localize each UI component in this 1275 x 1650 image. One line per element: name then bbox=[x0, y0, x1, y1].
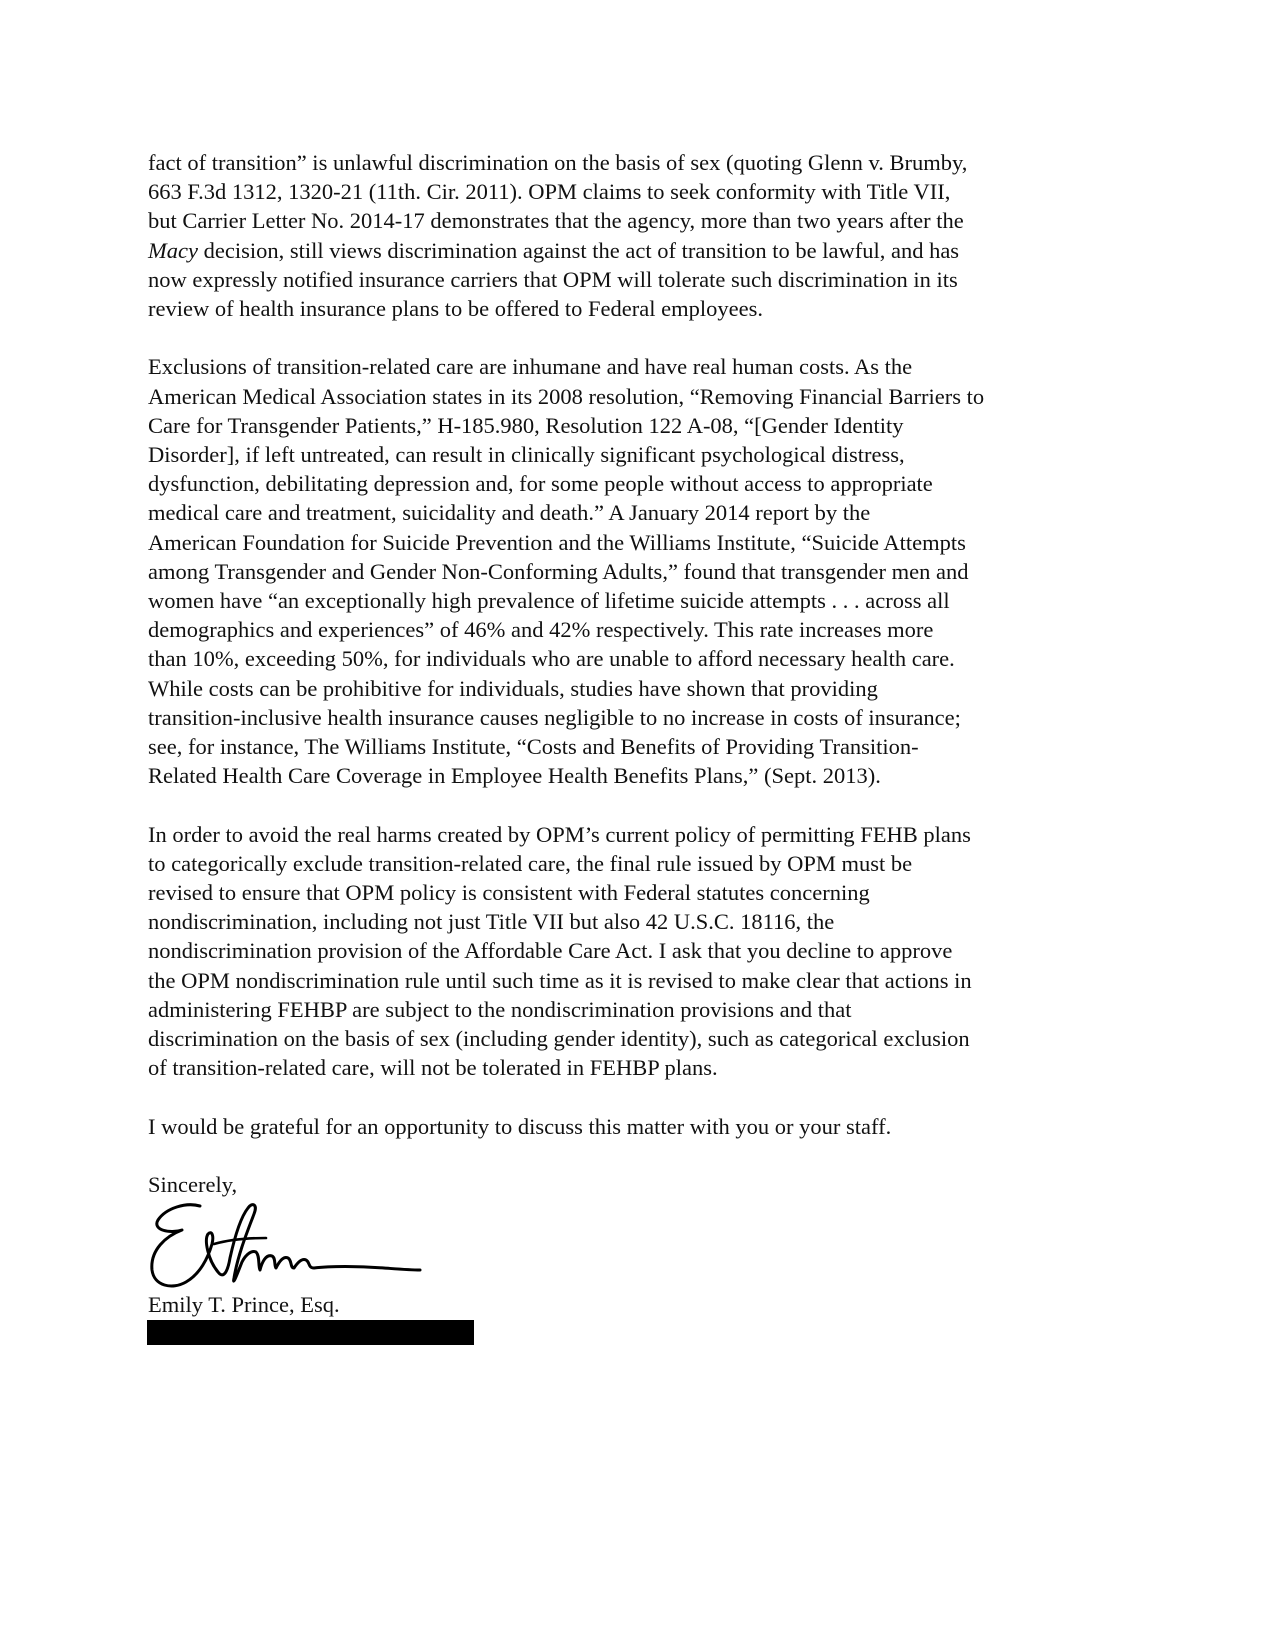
text-line: In order to avoid the real harms created by OPM’s current policy of permitting FEHB plans bbox=[148, 821, 971, 847]
text-line: review of health insurance plans to be offered to Federal employees. bbox=[148, 296, 763, 322]
paragraph-human-costs bbox=[148, 352, 1138, 790]
letter-body bbox=[148, 148, 1138, 1199]
text-line: American Medical Association states in its 2008 resolution, “Removing Financial Barriers to bbox=[148, 383, 985, 409]
paragraph-title-vii bbox=[148, 148, 1138, 323]
text-line: 663 F.3d 1312, 1320-21 (11th. Cir. 2011). OPM claims to seek conformity with Title VII, bbox=[148, 179, 951, 205]
text-line: the OPM nondiscrimination rule until such time as it is revised to make clear that actions in bbox=[148, 967, 972, 993]
text-line: but Carrier Letter No. 2014-17 demonstrates that the agency, more than two years after the bbox=[148, 208, 964, 234]
text-line: among Transgender and Gender Non-Conforming Adults,” found that transgender men and bbox=[148, 558, 969, 584]
closing-salutation bbox=[148, 1170, 1138, 1199]
text-line: Related Health Care Coverage in Employee Health Benefits Plans,” (Sept. 2013). bbox=[148, 763, 881, 789]
handwritten-signature bbox=[148, 1200, 428, 1292]
text-line: Disorder], if left untreated, can result in clinically significant psychological distress, bbox=[148, 442, 905, 468]
text-line: than 10%, exceeding 50%, for individuals who are unable to afford necessary health care. bbox=[148, 646, 955, 672]
text-line: While costs can be prohibitive for individuals, studies have shown that providing bbox=[148, 675, 878, 701]
text-line: nondiscrimination provision of the Affordable Care Act. I ask that you decline to approve bbox=[148, 938, 953, 964]
paragraph-request bbox=[148, 820, 1138, 1083]
text-line: revised to ensure that OPM policy is consistent with Federal statutes concerning bbox=[148, 880, 870, 906]
paragraph-grateful bbox=[148, 1112, 1138, 1141]
redaction-bar bbox=[147, 1320, 474, 1345]
text-line: fact of transition” is unlawful discrimination on the basis of sex (quoting Glenn v. Brumby, bbox=[148, 150, 968, 175]
text-line: see, for instance, The Williams Institute, “Costs and Benefits of Providing Transition- bbox=[148, 734, 919, 760]
text-line: administering FEHBP are subject to the nondiscrimination provisions and that bbox=[148, 996, 852, 1022]
closing-text: Sincerely, bbox=[148, 1172, 238, 1198]
text-line: I would be grateful for an opportunity to discuss this matter with you or your staff. bbox=[148, 1113, 892, 1139]
text-line: dysfunction, debilitating depression and, for some people without access to appropriate bbox=[148, 471, 933, 497]
signer-name: Emily T. Prince, Esq. bbox=[148, 1292, 340, 1317]
text-line: women have “an exceptionally high prevalence of lifetime suicide attempts . . . across all bbox=[148, 588, 950, 614]
text-line: demographics and experiences” of 46% and 42% respectively. This rate increases more bbox=[148, 617, 934, 643]
text-line: medical care and treatment, suicidality and death.” A January 2014 report by the bbox=[148, 500, 871, 526]
text-line: of transition-related care, will not be tolerated in FEHBP plans. bbox=[148, 1055, 718, 1081]
text-line: discrimination on the basis of sex (including gender identity), such as categorical exclusion bbox=[148, 1026, 970, 1052]
case-name-italic: Macy bbox=[148, 237, 198, 263]
text-line: nondiscrimination, including not just Title VII but also 42 U.S.C. 18116, the bbox=[148, 909, 835, 935]
text-line: to categorically exclude transition-related care, the final rule issued by OPM must be bbox=[148, 850, 913, 876]
text-line-macy bbox=[148, 236, 1138, 265]
text-line: Exclusions of transition-related care are inhumane and have real human costs. As the bbox=[148, 354, 913, 380]
text-line: Care for Transgender Patients,” H-185.980, Resolution 122 A-08, “[Gender Identity bbox=[148, 412, 904, 438]
text-line-rest: decision, still views discrimination against the act of transition to be lawful, and has bbox=[197, 237, 960, 263]
text-line: transition-inclusive health insurance causes negligible to no increase in costs of insurance; bbox=[148, 704, 961, 730]
text-line: now expressly notified insurance carriers that OPM will tolerate such discrimination in its bbox=[148, 266, 958, 292]
text-line: American Foundation for Suicide Prevention and the Williams Institute, “Suicide Attempts bbox=[148, 529, 966, 555]
